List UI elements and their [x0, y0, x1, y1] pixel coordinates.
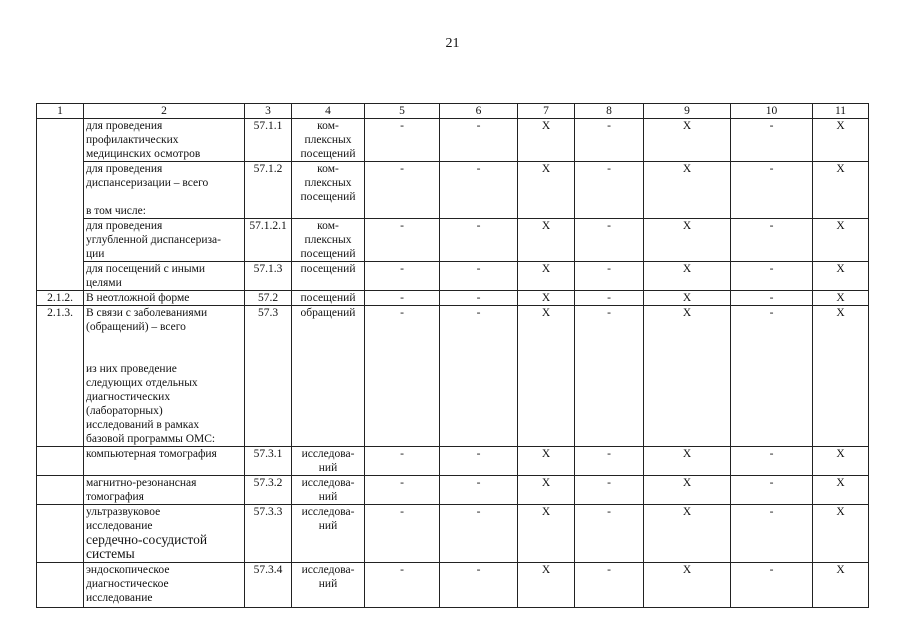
column-header: 6	[440, 104, 518, 119]
row-code: 57.3	[245, 306, 292, 447]
indicator-name-line: для проведения	[86, 163, 163, 175]
indicator-name-line: диагностических	[86, 391, 171, 403]
indicator-name-line: компьютерная томография	[86, 448, 217, 460]
value-cell: X	[644, 219, 731, 262]
row-code: 57.3.4	[245, 563, 292, 608]
value-cell: -	[731, 119, 813, 162]
value-cell: X	[644, 563, 731, 608]
data-table	[36, 103, 869, 608]
indicator-name-line: эндоскопическое	[86, 564, 170, 576]
indicator-name-line: профилактических	[86, 134, 179, 146]
value-cell: -	[731, 447, 813, 476]
value-cell: X	[813, 262, 869, 291]
indicator-name-line: для проведения	[86, 220, 163, 232]
column-header: 3	[245, 104, 292, 119]
value-cell: X	[644, 306, 731, 447]
value-cell: -	[365, 291, 440, 306]
indicator-name-line: исследование	[86, 592, 153, 604]
unit	[292, 291, 365, 306]
value-cell: -	[731, 162, 813, 219]
row-number	[37, 563, 84, 608]
indicator-name-line: для посещений с иными	[86, 263, 206, 275]
indicator-name-line	[86, 348, 242, 362]
indicator-name-line: для проведения	[86, 120, 163, 132]
indicator-name-line: диагностическое	[86, 578, 169, 590]
value-cell: X	[518, 119, 575, 162]
value-cell: -	[575, 563, 644, 608]
unit-line: плексных	[304, 234, 352, 246]
unit	[292, 505, 365, 563]
value-cell: X	[813, 162, 869, 219]
row-code: 57.3.1	[245, 447, 292, 476]
indicator-name-line: В неотложной форме	[86, 292, 190, 304]
row-number	[37, 119, 84, 291]
value-cell: -	[575, 162, 644, 219]
row-code: 57.2	[245, 291, 292, 306]
value-cell: -	[440, 505, 518, 563]
value-cell: X	[813, 505, 869, 563]
indicator-name-line: томография	[86, 491, 144, 503]
unit-line: посещений	[300, 191, 356, 203]
indicator-name-line: магнитно-резонансная	[86, 477, 197, 489]
value-cell: -	[575, 447, 644, 476]
unit-line: обращений	[300, 307, 356, 319]
value-cell: X	[644, 447, 731, 476]
unit	[292, 119, 365, 162]
unit-line: ком-	[317, 163, 339, 175]
indicator-name-line: диспансеризации – всего	[86, 177, 209, 189]
indicator-name	[84, 162, 245, 219]
column-header: 5	[365, 104, 440, 119]
value-cell: X	[518, 447, 575, 476]
indicator-name-line: базовой программы ОМС:	[86, 433, 216, 445]
unit	[292, 219, 365, 262]
indicator-name-line: системы	[86, 546, 135, 561]
value-cell: -	[575, 505, 644, 563]
indicator-name-line: целями	[86, 277, 122, 289]
unit-line: посещений	[300, 148, 356, 160]
indicator-name-line	[86, 334, 242, 348]
unit-line: плексных	[304, 134, 352, 146]
table-row	[37, 119, 869, 162]
value-cell: X	[813, 563, 869, 608]
column-header: 4	[292, 104, 365, 119]
unit	[292, 306, 365, 447]
value-cell: X	[813, 291, 869, 306]
value-cell: -	[731, 306, 813, 447]
value-cell: -	[365, 505, 440, 563]
indicator-name-line: В связи с заболеваниями	[86, 307, 208, 319]
indicator-name-line: исследований в рамках	[86, 419, 200, 431]
value-cell: -	[365, 119, 440, 162]
value-cell: -	[440, 162, 518, 219]
value-cell: -	[731, 505, 813, 563]
indicator-name	[84, 119, 245, 162]
column-header: 8	[575, 104, 644, 119]
value-cell: X	[518, 505, 575, 563]
value-cell: X	[813, 476, 869, 505]
unit	[292, 563, 365, 608]
unit-line: ний	[318, 491, 338, 503]
value-cell: -	[440, 476, 518, 505]
value-cell: -	[731, 262, 813, 291]
indicator-name-line	[86, 190, 242, 204]
row-code: 57.3.2	[245, 476, 292, 505]
row-number	[37, 447, 84, 476]
indicator-name	[84, 447, 245, 476]
indicator-name-line: из них проведение	[86, 363, 177, 375]
value-cell: -	[440, 262, 518, 291]
value-cell: X	[644, 291, 731, 306]
unit-line: исследова-	[301, 477, 355, 489]
value-cell: -	[365, 476, 440, 505]
value-cell: -	[731, 563, 813, 608]
value-cell: -	[731, 219, 813, 262]
value-cell: -	[731, 291, 813, 306]
unit-line: исследова-	[301, 564, 355, 576]
table-row	[37, 476, 869, 505]
column-header: 10	[731, 104, 813, 119]
value-cell: -	[731, 476, 813, 505]
table-row	[37, 447, 869, 476]
indicator-name-line: в том числе:	[86, 205, 146, 217]
value-cell: -	[575, 476, 644, 505]
indicator-name	[84, 505, 245, 563]
table-row	[37, 563, 869, 608]
value-cell: -	[440, 447, 518, 476]
value-cell: X	[813, 447, 869, 476]
indicator-name	[84, 476, 245, 505]
value-cell: -	[440, 119, 518, 162]
value-cell: X	[644, 119, 731, 162]
value-cell: -	[440, 291, 518, 306]
header-row	[37, 104, 869, 119]
unit	[292, 262, 365, 291]
row-number: 2.1.3.	[37, 306, 84, 447]
table-row	[37, 505, 869, 563]
indicator-name-line: углубленной диспансериза-	[86, 234, 221, 246]
indicator-name-line: (обращений) – всего	[86, 321, 186, 333]
value-cell: -	[440, 219, 518, 262]
column-header: 9	[644, 104, 731, 119]
unit-line: ний	[318, 462, 338, 474]
value-cell: X	[644, 476, 731, 505]
value-cell: X	[518, 162, 575, 219]
row-code: 57.1.2.1	[245, 219, 292, 262]
value-cell: -	[575, 291, 644, 306]
unit	[292, 476, 365, 505]
value-cell: -	[365, 162, 440, 219]
value-cell: X	[518, 262, 575, 291]
indicator-name-line: (лабораторных)	[86, 405, 163, 417]
indicator-name-line: исследование	[86, 520, 153, 532]
value-cell: -	[440, 563, 518, 608]
table-row	[37, 219, 869, 262]
unit-line: ком-	[317, 220, 339, 232]
value-cell: -	[575, 262, 644, 291]
indicator-name	[84, 291, 245, 306]
unit-line: ком-	[317, 120, 339, 132]
unit-line: ний	[318, 578, 338, 590]
indicator-name-line: ультразвуковое	[86, 506, 161, 518]
row-number	[37, 476, 84, 505]
unit-line: посещений	[300, 263, 356, 275]
indicator-name-line: сердечно-сосудистой	[86, 532, 208, 547]
unit-line: исследова-	[301, 506, 355, 518]
value-cell: -	[365, 262, 440, 291]
value-cell: -	[365, 306, 440, 447]
column-header: 1	[37, 104, 84, 119]
value-cell: -	[575, 306, 644, 447]
value-cell: X	[813, 219, 869, 262]
unit-line: посещений	[300, 292, 356, 304]
value-cell: -	[575, 219, 644, 262]
row-code: 57.1.1	[245, 119, 292, 162]
table-row	[37, 262, 869, 291]
unit-line: плексных	[304, 177, 352, 189]
unit	[292, 162, 365, 219]
value-cell: X	[813, 306, 869, 447]
value-cell: -	[365, 219, 440, 262]
value-cell: X	[518, 291, 575, 306]
indicator-name	[84, 306, 245, 447]
indicator-name-line: ции	[86, 248, 105, 260]
table-row	[37, 162, 869, 219]
unit-line: исследова-	[301, 448, 355, 460]
value-cell: X	[518, 219, 575, 262]
row-number	[37, 505, 84, 563]
unit-line: ний	[318, 520, 338, 532]
column-header: 11	[813, 104, 869, 119]
value-cell: X	[813, 119, 869, 162]
value-cell: X	[644, 162, 731, 219]
column-header: 2	[84, 104, 245, 119]
indicator-name	[84, 262, 245, 291]
value-cell: X	[644, 505, 731, 563]
value-cell: X	[518, 476, 575, 505]
page-number: 21	[445, 36, 460, 51]
unit-line: посещений	[300, 248, 356, 260]
value-cell: X	[644, 262, 731, 291]
indicator-name	[84, 219, 245, 262]
row-code: 57.1.2	[245, 162, 292, 219]
table-row	[37, 306, 869, 447]
table-row	[37, 291, 869, 306]
indicator-name-line: медицинских осмотров	[86, 148, 201, 160]
row-number: 2.1.2.	[37, 291, 84, 306]
column-header: 7	[518, 104, 575, 119]
value-cell: X	[518, 563, 575, 608]
value-cell: -	[365, 563, 440, 608]
value-cell: -	[575, 119, 644, 162]
unit	[292, 447, 365, 476]
indicator-name	[84, 563, 245, 608]
row-code: 57.3.3	[245, 505, 292, 563]
value-cell: X	[518, 306, 575, 447]
indicator-name-line: следующих отдельных	[86, 377, 198, 389]
value-cell: -	[365, 447, 440, 476]
row-code: 57.1.3	[245, 262, 292, 291]
value-cell: -	[440, 306, 518, 447]
